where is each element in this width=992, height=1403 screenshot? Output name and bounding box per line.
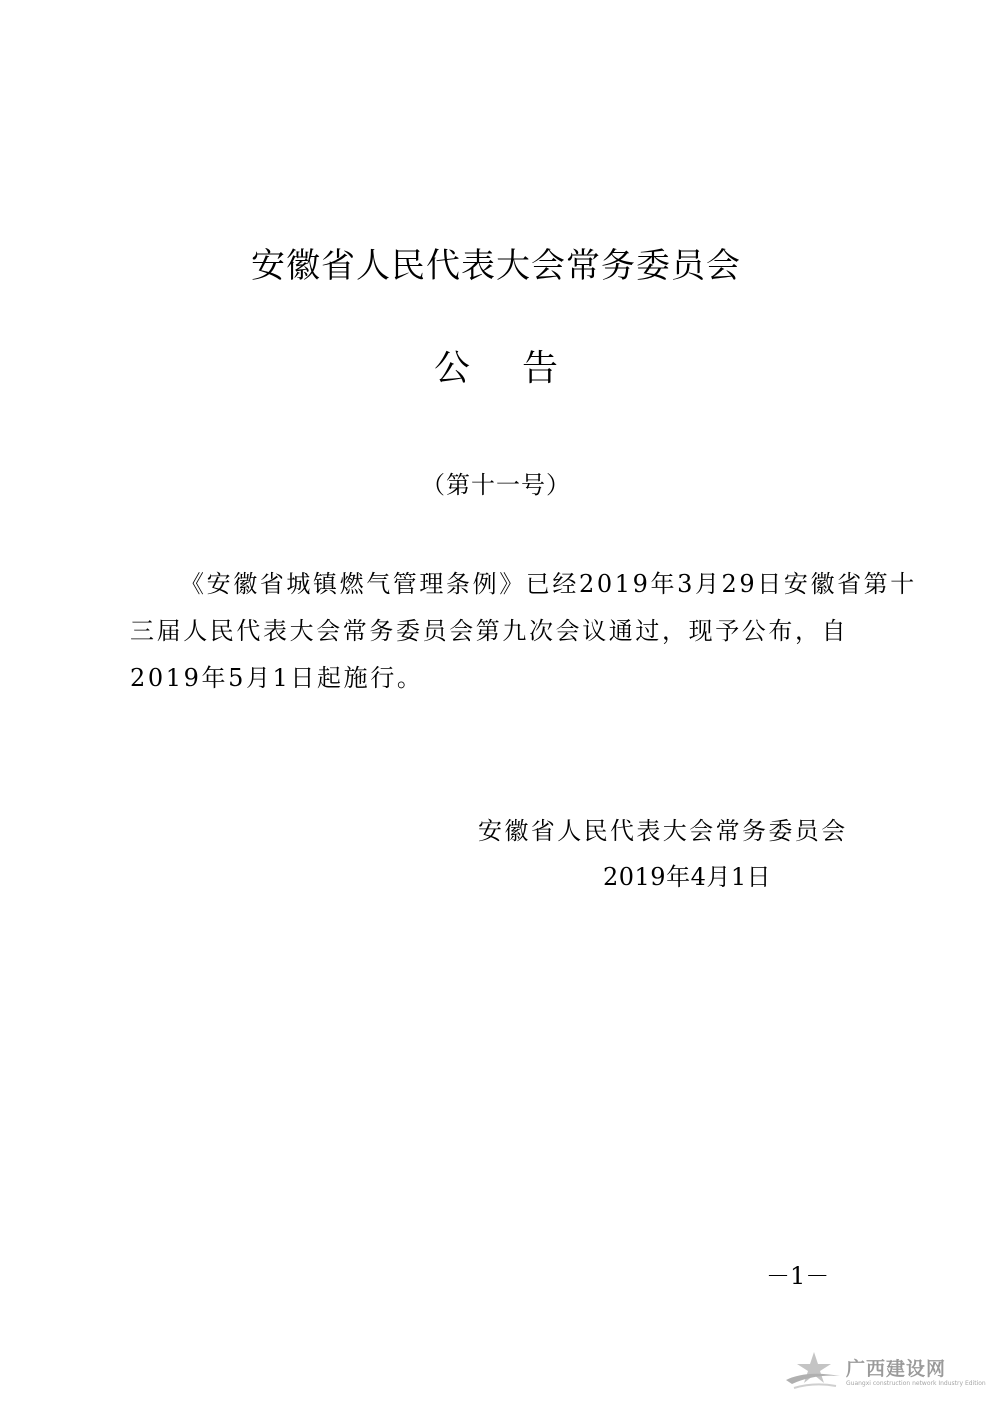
body-line-2: 三届人民代表大会常务委员会第九次会议通过，现予公布，自	[130, 617, 849, 645]
star-swoosh-logo-icon	[784, 1350, 848, 1394]
announcement-body	[130, 561, 917, 702]
page-number: －1－	[766, 1262, 830, 1290]
document-type-title: 公告	[433, 348, 610, 389]
signature-organization: 安徽省人民代表大会常务委员会	[478, 817, 848, 845]
issuer-title: 安徽省人民代表大会常务委员会	[251, 246, 741, 286]
watermark	[784, 1350, 984, 1394]
signature-date: 2019年4月1日	[603, 863, 772, 891]
body-line-3: 2019年5月1日起施行。	[130, 664, 424, 692]
document-number: （第十一号）	[421, 471, 571, 499]
watermark-site-name: 广西建设网	[846, 1358, 947, 1380]
body-line-1: 《安徽省城镇燃气管理条例》已经2019年3月29日安徽省第十	[180, 570, 917, 598]
watermark-subtitle: Guangxi construction network Industry Edition	[846, 1380, 986, 1387]
